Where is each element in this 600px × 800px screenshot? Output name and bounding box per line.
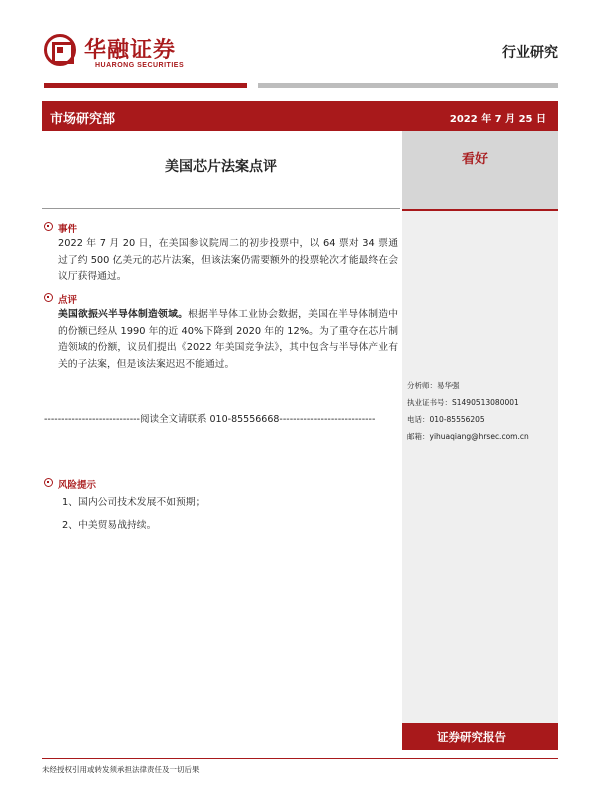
department-band — [42, 101, 558, 131]
huarong-logo-icon — [44, 34, 76, 66]
report-title: 美国芯片法案点评 — [165, 159, 277, 175]
comment-heading: 点评 — [58, 295, 78, 306]
risk-item-1: 1、国内公司技术发展不如预期； — [62, 497, 206, 508]
license-number: 执业证书号：S1490513080001 — [407, 398, 519, 407]
brand-name-cn: 华融证券 — [84, 37, 177, 63]
footer-rule — [42, 758, 558, 759]
event-heading: 事件 — [58, 224, 78, 235]
department-name: 市场研究部 — [50, 112, 116, 127]
comment-lead: 美国欲振兴半导体制造领域。 — [58, 309, 189, 320]
analyst-name: 分析师：易华强 — [407, 381, 460, 390]
disclaimer: 未经授权引用或转发须承担法律责任及一切后果 — [42, 765, 200, 774]
email-address: 邮箱：yihuaqiang@hrsec.com.cn — [407, 432, 529, 441]
comment-body: 根据半导体工业协会数据，美国在半导体制造中的份额已经从 1990 年的近 40%下降到 2020 年的 12%。为了重夺在芯片制造领域的份额，议员们提出《2022 年美国竞争法》，其中包含与半导体产业有关的子法案，但是该法案迟迟不能通过。 — [58, 309, 399, 370]
title-divider — [42, 208, 400, 209]
comment-text — [58, 307, 398, 373]
rating-label: 看好 — [462, 152, 489, 167]
risk-bullet-icon — [44, 478, 53, 487]
comment-bullet-icon — [44, 293, 53, 302]
securities-report-label: 证券研究报告 — [437, 730, 506, 744]
info-sidebar — [402, 131, 558, 744]
report-date: 2022 年 7 月 25 日 — [449, 114, 546, 125]
contact-line: ----------------------------阅读全文请联系 010-85556668---------------------------- — [44, 414, 376, 425]
report-type: 行业研究 — [502, 45, 558, 61]
rating-box — [402, 131, 558, 211]
risk-item-2: 2、中美贸易战持续。 — [62, 520, 157, 531]
securities-report-banner — [402, 723, 558, 750]
risk-heading: 风险提示 — [58, 480, 97, 491]
header-rule-gray — [258, 83, 558, 88]
brand-name-en: HUARONG SECURITIES — [95, 62, 185, 69]
event-text: 2022 年 7 月 20 日，在美国参议院周二的初步投票中，以 64 票对 34 票通过了约 500 亿美元的芯片法案，但该法案仍需要额外的投票轮次才能最终在会议厅获得通过。 — [58, 238, 398, 282]
event-bullet-icon — [44, 222, 53, 231]
header-rule-red — [44, 83, 247, 88]
phone-number: 电话：010-85556205 — [407, 415, 485, 424]
